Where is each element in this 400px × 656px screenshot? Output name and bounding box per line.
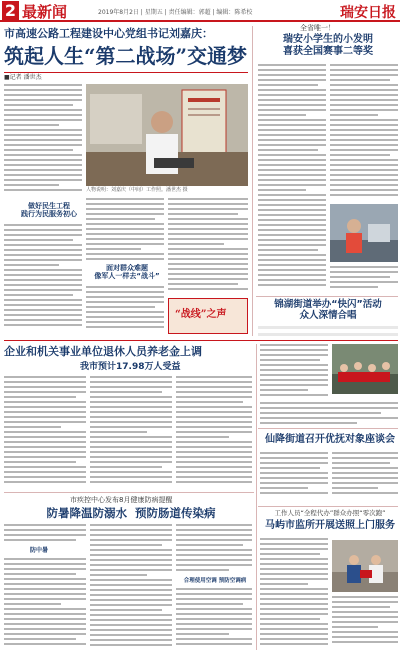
article6-subhead2: 合理使用空调 预防空调病 — [183, 578, 247, 584]
article5-headline: 仙降街道召开优抚对象座谈会 — [265, 434, 395, 445]
paper-logo: 瑞安日报 — [340, 5, 396, 21]
article4-body-col3 — [176, 376, 252, 488]
article2-body-col2 — [330, 64, 398, 202]
article1-subhead2: 面对群众难题 像军人一样去“战斗” — [94, 264, 160, 281]
rule — [4, 492, 254, 493]
article4-subhead: 我市预计17.98万人受益 — [80, 362, 181, 372]
article6-body-col1 — [4, 524, 86, 546]
article7-body-col2 — [332, 596, 398, 650]
article7-photo — [332, 540, 398, 592]
article2-body-col1 — [258, 64, 326, 292]
article7-kicker: 工作人员“全程代办”群众办照“零次跑” — [274, 509, 386, 517]
article3-photo — [332, 344, 398, 394]
article5-body-col2 — [332, 452, 398, 500]
article7-body-col1 — [260, 538, 328, 650]
article1-kicker: 市高速公路工程建设中心党组书记刘嘉庆： — [4, 27, 213, 40]
article4-body-col2 — [90, 376, 172, 488]
article2-body-col2b — [330, 266, 398, 296]
article1-subhead1: 做好民生工程 践行为民服务初心 — [21, 202, 77, 219]
dateline: 2019年8月2日 | 星期五 | 责任编辑：郭超 | 编辑：陈希校 — [98, 9, 253, 16]
rule — [258, 506, 398, 507]
article1-banner — [168, 298, 248, 334]
masthead — [0, 0, 400, 22]
rule — [256, 296, 398, 297]
article3-headline: 锦湖街道举办“快闪”活动 众人深情合唱 — [274, 299, 382, 321]
article1-body-col3 — [168, 198, 248, 294]
article1-body-col1 — [4, 84, 82, 196]
page-number: 2 — [2, 1, 19, 20]
article3-body-cont2 — [260, 402, 398, 426]
article3-body — [258, 326, 398, 338]
article4-body-col1 — [4, 376, 86, 488]
column-divider — [256, 344, 257, 650]
article1-photo-caption: 人物说明：刘嘉庆（中间）工作照。潘世杰 摄 — [86, 187, 188, 193]
article1-byline: ■记者 潘世杰 — [4, 74, 42, 81]
article7-headline: 马屿市监所开展送照上门服务 — [265, 520, 395, 531]
column-divider — [252, 26, 253, 336]
article6-body-col3 — [176, 524, 252, 574]
article6-kicker: 市疾控中心发布8月健康防病提醒 — [70, 496, 173, 504]
article2-headline: 瑞安小学生的小发明 喜获全国赛事二等奖 — [283, 34, 373, 57]
article2-kicker: 全省唯一！ — [300, 24, 335, 32]
rule — [258, 428, 398, 429]
article6-headline: 防暑降温防溺水 预防肠道传染病 — [46, 506, 216, 520]
rule — [4, 72, 248, 73]
section-divider — [4, 340, 398, 341]
article1-body-col2b — [86, 286, 164, 332]
article6-body-col1b — [4, 558, 86, 650]
article1-body-col1b — [4, 224, 82, 332]
article3-body-cont — [260, 344, 328, 400]
article5-body-col1 — [260, 452, 328, 500]
section-title: 最新闻 — [22, 3, 68, 21]
article1-photo — [86, 84, 248, 186]
article2-photo — [330, 204, 398, 262]
article6-subhead1: 防中暑 — [30, 547, 49, 554]
article4-headline: 企业和机关事业单位退休人员养老金上调 — [4, 345, 202, 358]
article6-body-col3b — [176, 588, 252, 650]
article1-banner-text: “战线”之声 — [175, 309, 227, 320]
article1-body-col2 — [86, 198, 164, 262]
article6-body-col2 — [90, 524, 172, 650]
article1-headline: 筑起人生“第二战场”交通梦 — [4, 44, 248, 68]
